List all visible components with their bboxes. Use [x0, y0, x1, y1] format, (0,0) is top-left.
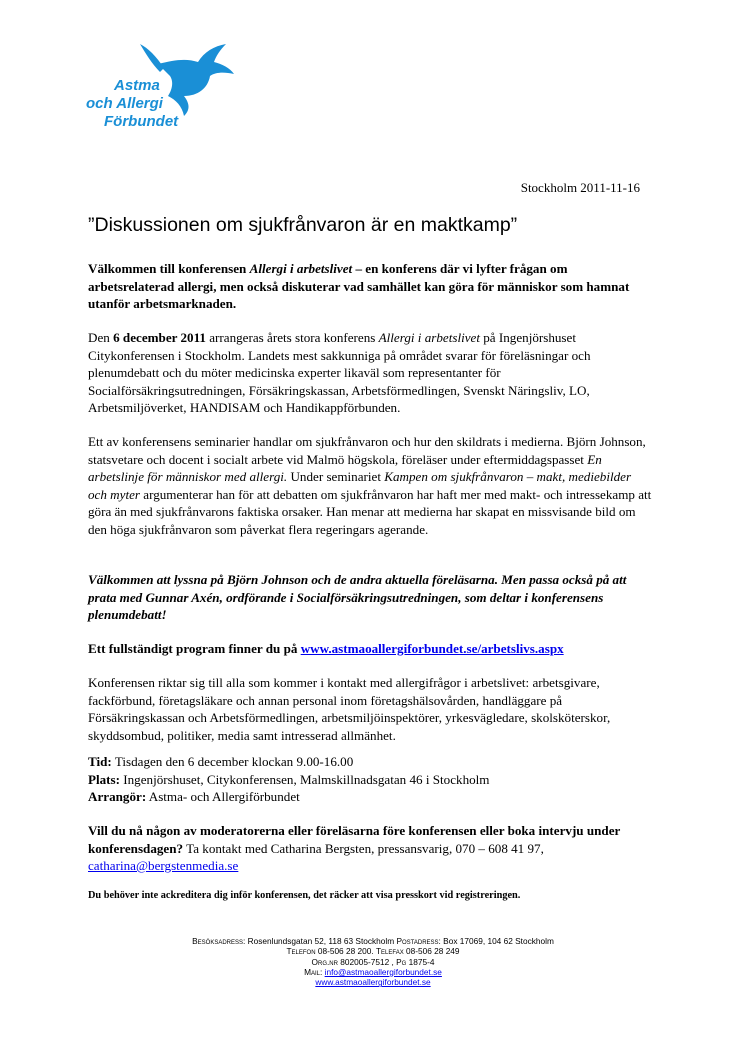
footer-org-line [110, 957, 636, 967]
place-row [88, 771, 653, 789]
place-label: Plats: [88, 771, 120, 787]
invitation-paragraph: Välkommen att lyssna på Björn Johnson och de andra aktuella föreläsarna. Men passa också på att prata med Gunnar Axén, ordförande i Socialförsäkringsutredningen, som deltar i konferensens plenumdebatt! [88, 572, 627, 622]
footer-website-link[interactable]: www.astmaoallergiforbundet.se [315, 977, 431, 988]
phone-label: Telefon [286, 946, 316, 957]
contact-text: Ta kontakt med Catharina Bergsten, pressansvarig, 070 – 608 41 97, [183, 840, 544, 856]
fax-number: 08-506 28 249 [403, 946, 460, 957]
lede-conference-name: Allergi i arbetslivet [249, 261, 353, 276]
mail-label: Mail: [304, 966, 323, 977]
intro-text-b: arrangeras årets stora konferens [205, 330, 379, 345]
lede-post: – en konferens där vi lyfter frågan om arbetsrelaterad allergi, men också diskuterar vad samhället kan göra för människor som hamnat utanför arbetsmarknaden. [88, 261, 630, 311]
logo-line-3: Förbundet [104, 113, 179, 130]
seminar-paragraph [88, 433, 653, 538]
intro-conference-name: Allergi i arbetslivet [378, 330, 480, 345]
intro-paragraph [88, 329, 653, 417]
intro-text-a: Den [88, 330, 114, 345]
audience-paragraph: Konferensen riktar sig till alla som kommer i kontakt med allergifrågor i arbetslivet: arbetsgivare, fackförbund, företagsläkare och annan personal inom företagshälsovården, handläggare på Försäkringskassan och Arbetsförmedlingen, arbetsmiljöinspektörer, yrkesvägledare, skolsköterskor, skyddsombud, politiker, media samt intresserad allmänhet. [88, 675, 611, 743]
org-number: 802005-7512 , [337, 956, 397, 967]
logo-line-2: och Allergi [86, 95, 163, 112]
visit-address-label: Besöksadress: [192, 936, 246, 946]
organizer-value: Astma- och Allergiförbundet [146, 789, 300, 804]
pg-number: 1875-4 [406, 956, 435, 967]
time-label: Tid: [88, 754, 112, 769]
visit-address: Rosenlundsgatan 52, 118 63 Stockholm [245, 936, 397, 946]
org-number-label: Org.nr [311, 956, 338, 967]
post-address-label: Postadress: [396, 936, 441, 946]
program-text: Ett fullständigt program finner du på [88, 641, 301, 656]
contact-paragraph [88, 822, 653, 875]
footer-address-line [110, 936, 636, 946]
organization-logo [86, 38, 236, 138]
bird-logo-icon [86, 38, 236, 138]
page-title: ”Diskussionen om sjukfrånvaron är en maktkamp” [88, 214, 518, 236]
seminar-text-b: Under seminariet [287, 469, 385, 484]
conference-date: 6 december 2011 [113, 330, 206, 345]
post-address: Box 17069, 104 62 Stockholm [440, 936, 554, 946]
footer-web-line [110, 977, 636, 987]
lede-pre: Välkommen till konferensen [88, 261, 250, 276]
contact-question: Vill du nå någon av moderatorerna eller föreläsarna före konferensen eller boka intervju under konferensdagen? [88, 823, 621, 856]
organizer-label: Arrangör: [88, 789, 147, 804]
fax-label: Telefax [375, 946, 404, 957]
organizer-row [88, 788, 653, 806]
time-row [88, 753, 653, 771]
intro-text-c: på Ingenjörshuset Citykonferensen i Stockholm. Landets mest sakkunniga på området svarar för föreläsningar och plenumdebatt och du möter medicinska experter likaväl som representanter för Socialförsäkringsutredningen, Försäkringskassan, Arbetsförmedlingen, Svenskt Näringsliv, LO, Arbetsmiljöverket, HANDISAM och Handikappförbunden. [88, 330, 591, 415]
pg-label: Pg [396, 956, 407, 967]
footer-email-link[interactable]: info@astmaoallergiforbundet.se [324, 966, 442, 977]
lede-paragraph [88, 260, 653, 313]
program-paragraph [88, 640, 653, 658]
place-value: Ingenjörshuset, Citykonferensen, Malmskillnadsgatan 46 i Stockholm [120, 771, 490, 787]
logo-line-1: Astma [114, 77, 160, 94]
footer [110, 936, 636, 987]
event-details [88, 753, 653, 806]
time-value: Tisdagen den 6 december klockan 9.00-16.00 [111, 754, 354, 769]
program-link[interactable]: www.astmaoallergiforbundet.se/arbetslivs.aspx [300, 641, 564, 656]
phone-number: 08-506 28 200. [315, 946, 376, 957]
seminar-title: Kampen om sjukfrånvaron – makt, mediebilder och myter [88, 469, 632, 502]
seminar-text-a: Ett av konferensens seminarier handlar om sjukfrånvaron och hur den skildrats i medierna. Björn Johnson, statsvetare och docent i socialt arbete vid Malmö högskola, föreläser under eftermiddagspasset [88, 434, 646, 467]
footer-phone-line [110, 946, 636, 956]
footer-mail-line [110, 967, 636, 977]
afternoon-session-title: En arbetslinje för människor med allergi. [88, 451, 602, 484]
accreditation-note: Du behöver inte ackreditera dig inför konferensen, det räcker att visa presskort vid registreringen. [88, 890, 521, 901]
contact-email-link[interactable]: catharina@bergstenmedia.se [88, 858, 239, 873]
document-date: Stockholm 2011-11-16 [520, 180, 640, 195]
seminar-text-c: argumenterar han för att debatten om sjukfrånvaron har haft mer med makt- och intressekamp att göra än med sjukfrånvarons faktiska orsaker. Han menar att medierna har skapat en missvisande bild om den höga sjukfrånvaron som påverkat flera regeringars agerande. [88, 486, 652, 537]
